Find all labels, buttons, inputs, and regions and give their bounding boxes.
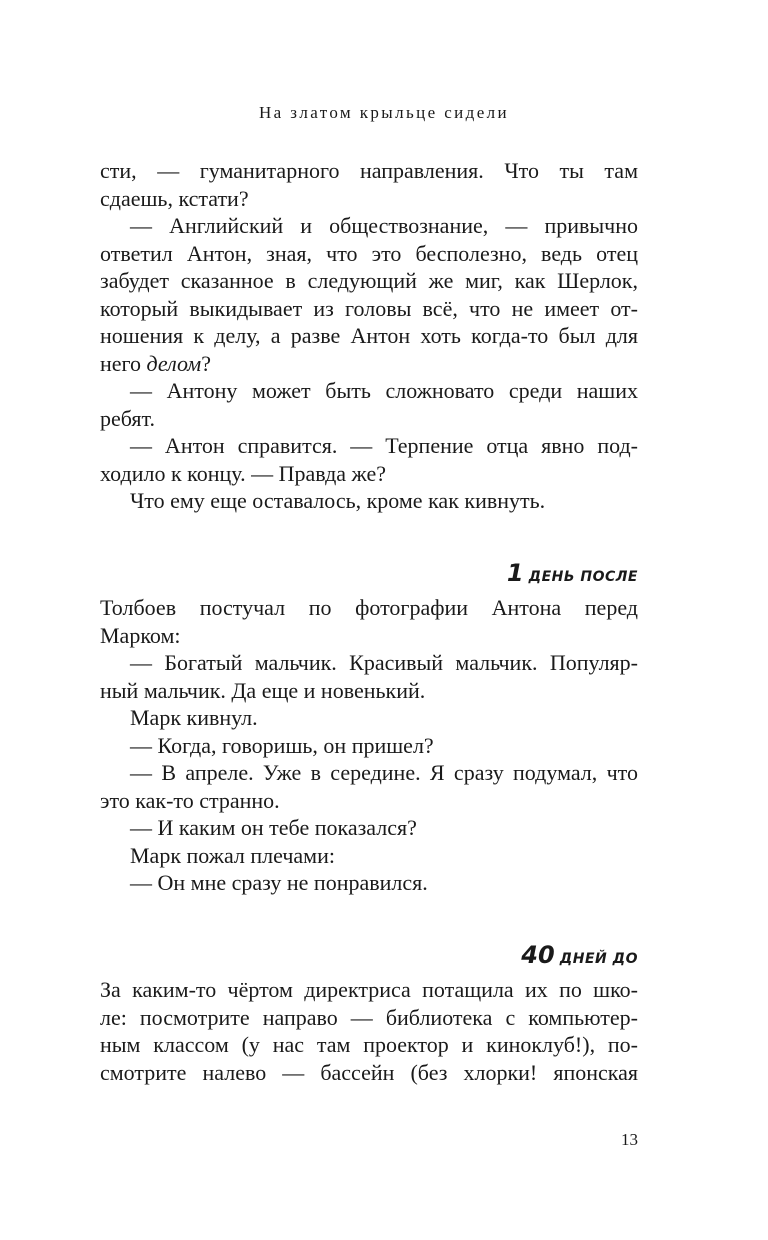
text-line: сти, — гуманитарного направления. Что ты там (100, 158, 638, 183)
text-line: который выкидывает из головы всё, что не имеет от- (100, 295, 638, 321)
text-line: Марк кивнул. (130, 705, 258, 730)
text-fragment: ? (201, 350, 211, 376)
text-line: — Он мне сразу не понравился. (130, 870, 428, 895)
text-line: смотрите налево — бассейн (без хлорки! японская (100, 1059, 638, 1085)
text-line: ный мальчик. Да еще и новенький. (100, 677, 426, 703)
text-line: — Когда, говоришь, он пришел? (130, 732, 434, 758)
text-line: — Богатый мальчик. Красивый мальчик. Популяр- (130, 650, 638, 675)
text-block-1 (100, 157, 638, 515)
text-line: это как-то странно. (100, 787, 280, 813)
text-line (100, 350, 638, 378)
heading-number: 1 (506, 559, 524, 587)
page-number: 13 (621, 1130, 638, 1149)
heading-number: 40 (521, 941, 555, 969)
text-block-3 (100, 976, 638, 1086)
text-line: Марком: (100, 622, 181, 648)
section-heading-1 (100, 559, 638, 587)
text-line: забудет сказанное в следующий же миг, как Шерлок, (100, 268, 638, 293)
section-heading-2 (100, 941, 638, 969)
text-line: — Английский и обществознание, — привычно (130, 213, 638, 238)
heading-text: ДНЕЙ ДО (559, 951, 638, 967)
running-head: На златом крыльце сидели (258, 103, 510, 122)
text-fragment: него (100, 350, 147, 376)
text-line: — Антону может быть сложновато среди наших (130, 378, 638, 403)
text-line: ношения к делу, а разве Антон хоть когда-то был для (100, 323, 638, 348)
text-line: — И каким он тебе показался? (130, 815, 417, 840)
text-line: ле: посмотрите направо — библиотека с компьютер- (100, 1004, 638, 1030)
text-line: Марк пожал плечами: (130, 842, 335, 868)
text-line: За каким-то чёртом директриса потащила их по шко- (100, 977, 638, 1002)
text-line: сдаешь, кстати? (100, 185, 249, 211)
text-line: — В апреле. Уже в середине. Я сразу подумал, что (130, 760, 638, 785)
text-line: ным классом (у нас там проектор и киноклуб!), по- (100, 1032, 638, 1057)
text-line: — Антон справится. — Терпение отца явно под- (130, 433, 638, 458)
text-line: Что ему еще оставалось, кроме как кивнуть. (130, 488, 546, 513)
text-block-2 (100, 594, 638, 897)
text-line: ответил Антон, зная, что это бесполезно, ведь отец (100, 240, 638, 266)
text-line: ходило к концу. — Правда же? (100, 460, 386, 486)
heading-text: ДЕНЬ ПОСЛЕ (528, 569, 638, 585)
text-line: Толбоев постучал по фотографии Антона перед (100, 595, 638, 620)
emphasis: делом (146, 350, 202, 376)
text-line: ребят. (100, 405, 155, 431)
